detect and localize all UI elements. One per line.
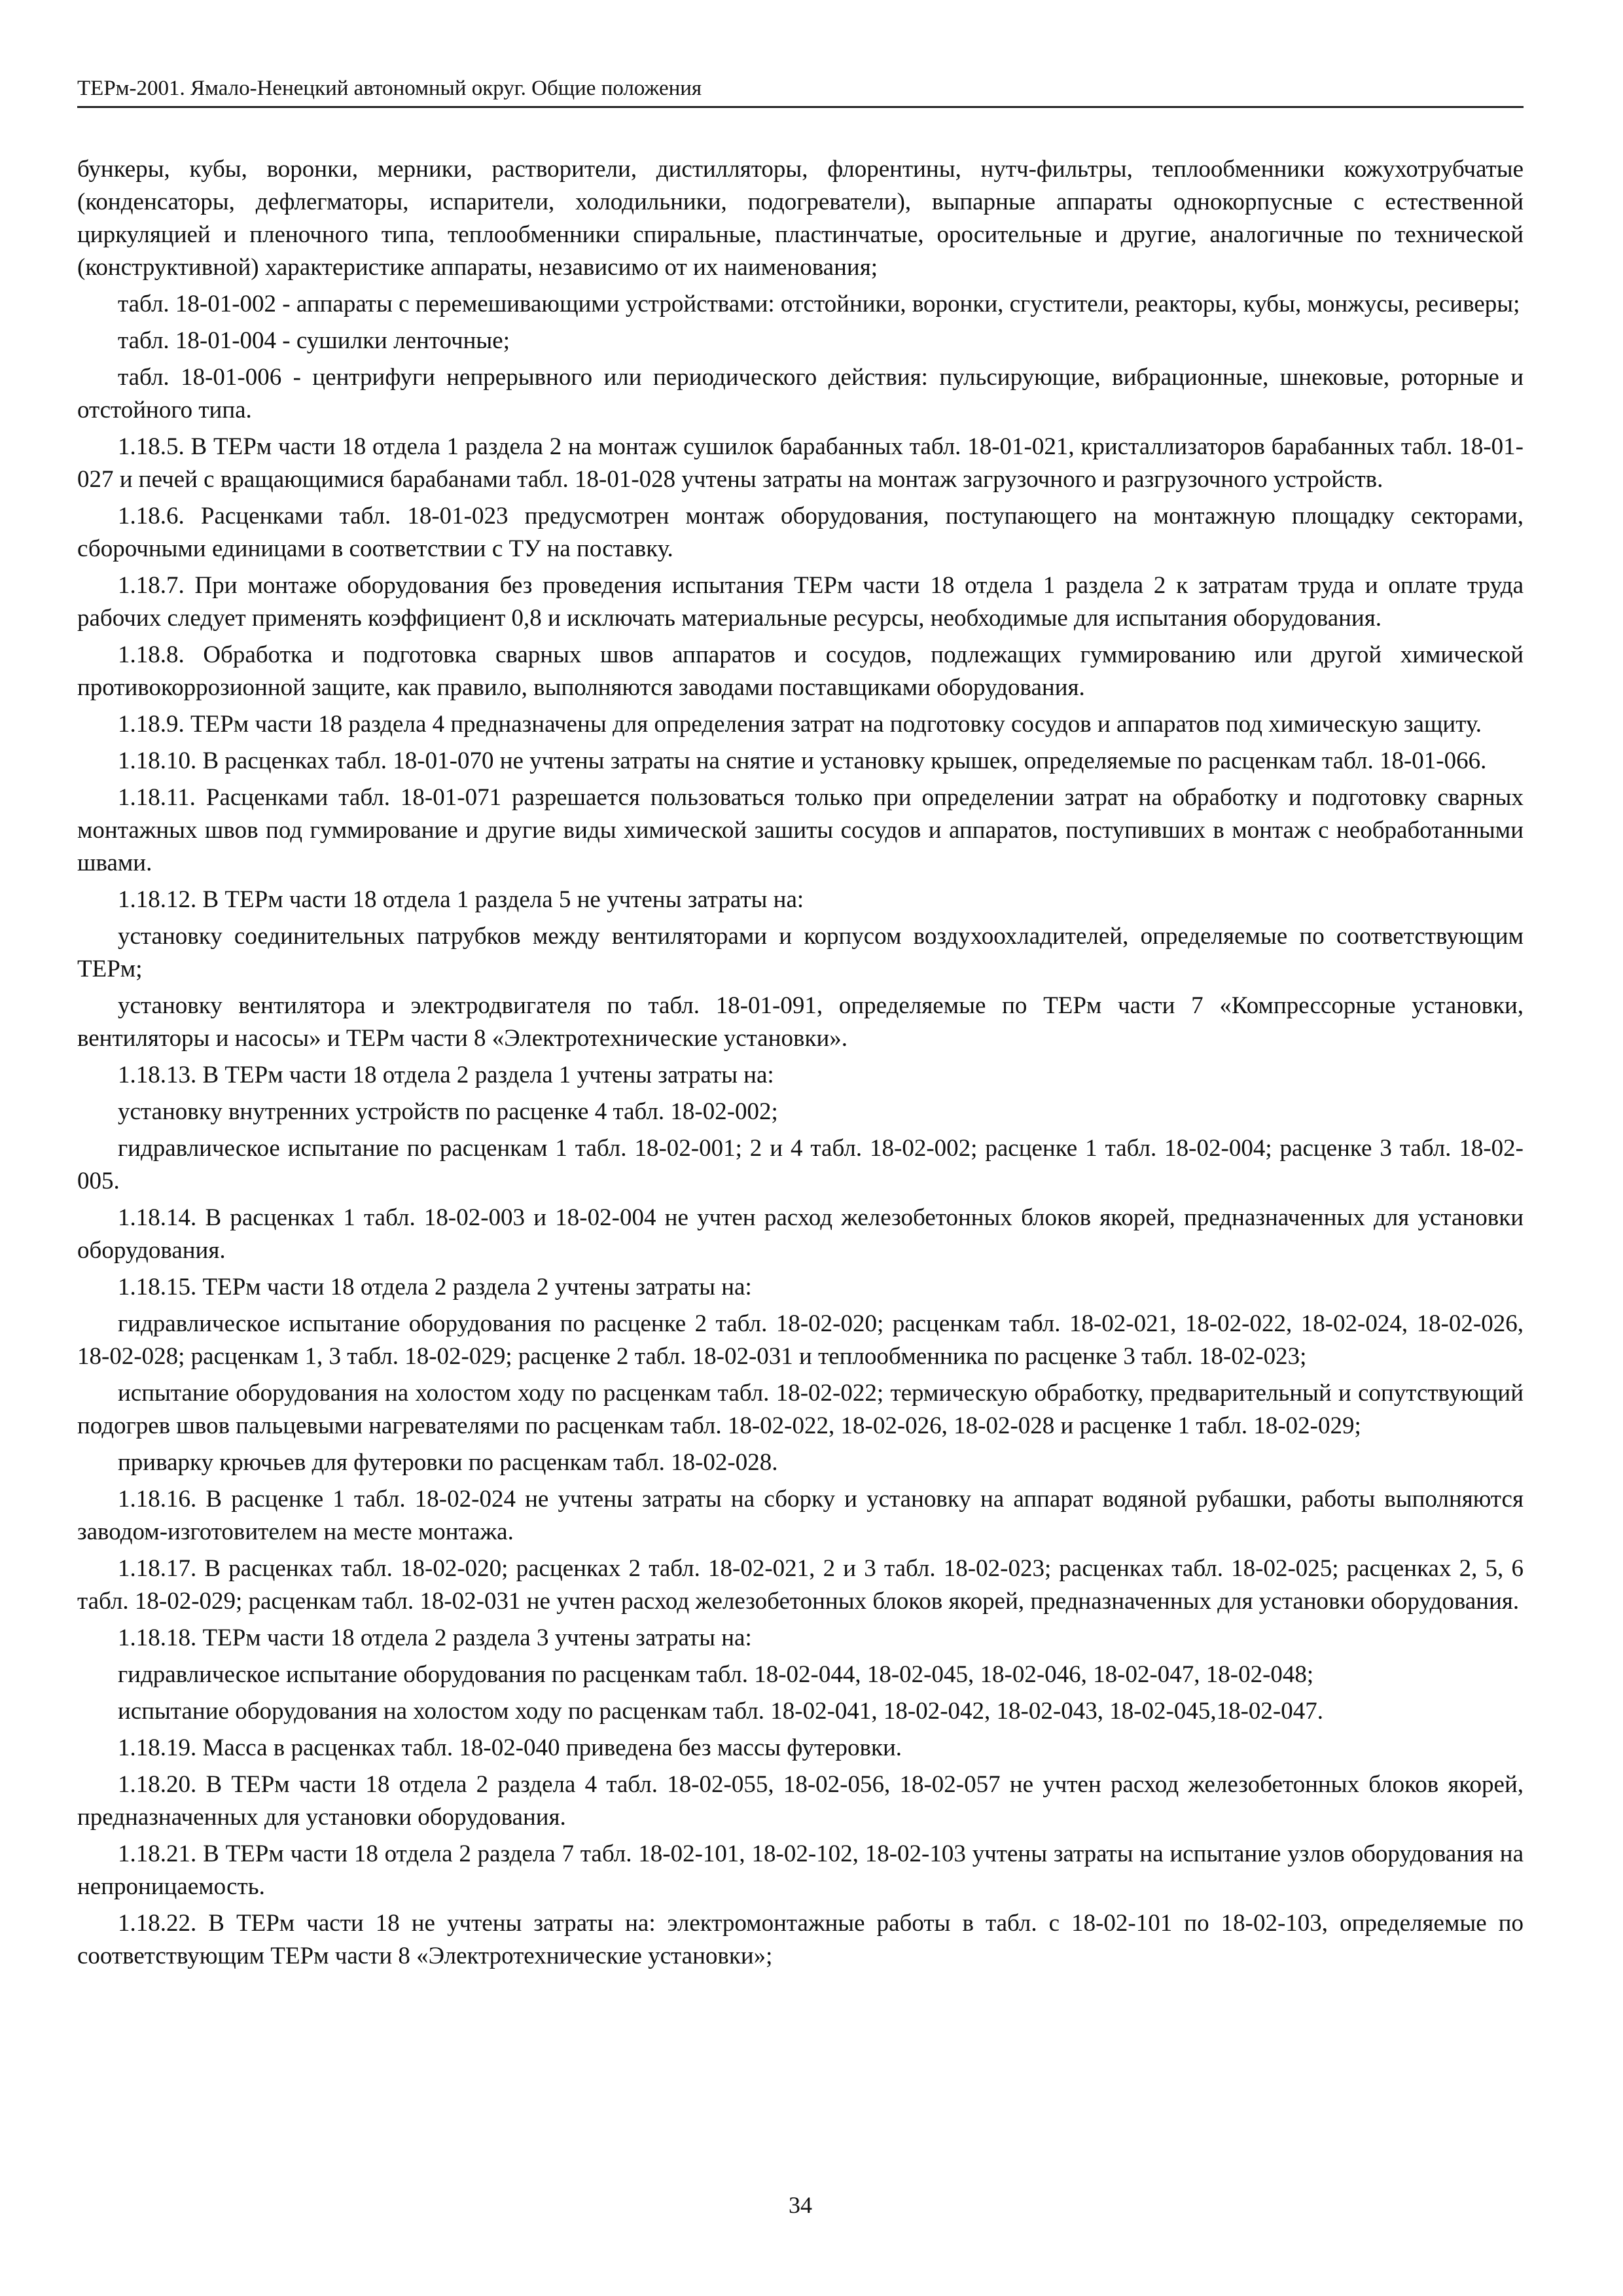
paragraph: испытание оборудования на холостом ходу по расценкам табл. 18-02-022; термическую обработку, предварительный и сопутствующий подогрев швов пальцевыми нагревателями по расценкам табл. 18-02-022, 18-02-026, 18-02-028 и расценке 1 табл. 18-02-029; [77,1380,1524,1439]
paragraph: 1.18.22. В ТЕРм части 18 не учтены затраты на: электромонтажные работы в табл. с 18-02-101 по 18-02-103, определяемые по соответствующим ТЕРм части 8 «Электротехнические установки»; [77,1910,1524,1969]
running-header: ТЕРм-2001. Ямало-Ненецкий автономный округ. Общие положения [77,73,1524,108]
paragraph: установку внутренних устройств по расценке 4 табл. 18-02-002; [118,1098,778,1125]
paragraph: 1.18.14. В расценках 1 табл. 18-02-003 и 18-02-004 не учтен расход железобетонных блоков якорей, предназначенных для установки оборудования. [77,1204,1524,1264]
paragraph: табл. 18-01-004 - сушилки ленточные; [118,327,510,354]
paragraph: гидравлическое испытание по расценкам 1 табл. 18-02-001; 2 и 4 табл. 18-02-002; расценке 1 табл. 18-02-004; расценке 3 табл. 18-02-005. [77,1135,1524,1194]
document-page [77,0,1524,2296]
paragraph: 1.18.21. В ТЕРм части 18 отдела 2 раздела 7 табл. 18-02-101, 18-02-102, 18-02-103 учтены затраты на испытание узлов оборудования на непроницаемость. [77,1840,1524,1900]
paragraph: 1.18.7. При монтаже оборудования без проведения испытания ТЕРм части 18 отдела 1 раздела 2 к затратам труда и оплате труда рабочих следует применять коэффициент 0,8 и исключать материальные ресурсы, необходимые для испытания оборудования. [77,572,1524,632]
paragraph: 1.18.11. Расценками табл. 18-01-071 разрешается пользоваться только при определении затрат на обработку и подготовку сварных монтажных швов под гуммирование и другие виды химической зашиты сосудов и аппаратов, поступивших в монтаж с необработанными швами. [77,784,1524,876]
paragraph: бункеры, кубы, воронки, мерники, растворители, дистилляторы, флорентины, нутч-фильтры, теплообменники кожухотрубчатые (конденсаторы, дефлегматоры, испарители, холодильники, подогреватели), выпарные аппараты однокорпусные с естественной циркуляцией и пленочного типа, теплообменники спиральные, пластинчатые, оросительные и другие, аналогичные по технической (конструктивной) характеристике аппараты, независимо от их наименования; [77,156,1524,281]
paragraph: табл. 18-01-006 - центрифуги непрерывного или периодического действия: пульсирующие, вибрационные, шнековые, роторные и отстойного типа. [77,364,1524,423]
paragraph: испытание оборудования на холостом ходу по расценкам табл. 18-02-041, 18-02-042, 18-02-043, 18-02-045,18-02-047. [118,1698,1323,1725]
paragraph: 1.18.17. В расценках табл. 18-02-020; расценках 2 табл. 18-02-021, 2 и 3 табл. 18-02-023; расценках табл. 18-02-025; расценках 2, 5, 6 табл. 18-02-029; расценкам табл. 18-02-031 не учтен расход железобетонных блоков якорей, предназначенных для установки оборудования. [77,1555,1524,1615]
paragraph: 1.18.10. В расценках табл. 18-01-070 не учтены затраты на снятие и установку крышек, определяемые по расценкам табл. 18-01-066. [118,747,1487,774]
paragraph: 1.18.16. В расценке 1 табл. 18-02-024 не учтены затраты на сборку и установку на аппарат водяной рубашки, работы выполняются заводом-изготовителем на месте монтажа. [77,1486,1524,1545]
paragraph: 1.18.9. ТЕРм части 18 раздела 4 предназначены для определения затрат на подготовку сосудов и аппаратов под химическую защиту. [118,711,1482,738]
page-number: 34 [789,2192,812,2218]
paragraph: гидравлическое испытание оборудования по расценке 2 табл. 18-02-020; расценкам табл. 18-02-021, 18-02-022, 18-02-024, 18-02-026, 18-02-028; расценкам 1, 3 табл. 18-02-029; расценке 2 табл. 18-02-031 и теплообменника по расценке 3 табл. 18-02-023; [77,1310,1524,1370]
paragraph: приварку крючьев для футеровки по расценкам табл. 18-02-028. [118,1449,778,1476]
paragraph: табл. 18-01-002 - аппараты с перемешивающими устройствами: отстойники, воронки, сгустители, реакторы, кубы, монжусы, ресиверы; [118,291,1520,317]
paragraph: 1.18.6. Расценками табл. 18-01-023 предусмотрен монтаж оборудования, поступающего на монтажную площадку секторами, сборочными единицами в соответствии с ТУ на поставку. [77,503,1524,562]
paragraph: установку соединительных патрубков между вентиляторами и корпусом воздухоохладителей, определяемые по соответствующим ТЕРм; [77,923,1524,982]
paragraph: 1.18.19. Масса в расценках табл. 18-02-040 приведена без массы футеровки. [118,1734,902,1761]
paragraph: 1.18.18. ТЕРм части 18 отдела 2 раздела 3 учтены затраты на: [118,1624,752,1651]
paragraph: гидравлическое испытание оборудования по расценкам табл. 18-02-044, 18-02-045, 18-02-046, 18-02-047, 18-02-048; [118,1661,1314,1688]
paragraph: 1.18.15. ТЕРм части 18 отдела 2 раздела 2 учтены затраты на: [118,1274,752,1300]
paragraph: 1.18.20. В ТЕРм части 18 отдела 2 раздела 4 табл. 18-02-055, 18-02-056, 18-02-057 не учтен расход железобетонных блоков якорей, предназначенных для установки оборудования. [77,1771,1524,1831]
paragraph: установку вентилятора и электродвигателя по табл. 18-01-091, определяемые по ТЕРм части 7 «Компрессорные установки, вентиляторы и насосы» и ТЕРм части 8 «Электротехнические установки». [77,992,1524,1052]
document-body [77,153,1524,1977]
paragraph: 1.18.13. В ТЕРм части 18 отдела 2 раздела 1 учтены затраты на: [118,1062,774,1088]
paragraph: 1.18.5. В ТЕРм части 18 отдела 1 раздела 2 на монтаж сушилок барабанных табл. 18-01-021, кристаллизаторов барабанных табл. 18-01-027 и печей с вращающимися барабанами табл. 18-01-028 учтены затраты на монтаж загрузочного и разгрузочного устройств. [77,433,1524,493]
paragraph: 1.18.8. Обработка и подготовка сварных швов аппаратов и сосудов, подлежащих гуммированию или другой химической противокоррозионной защите, как правило, выполняются заводами поставщиками оборудования. [77,641,1524,701]
paragraph: 1.18.12. В ТЕРм части 18 отдела 1 раздела 5 не учтены затраты на: [118,886,804,913]
